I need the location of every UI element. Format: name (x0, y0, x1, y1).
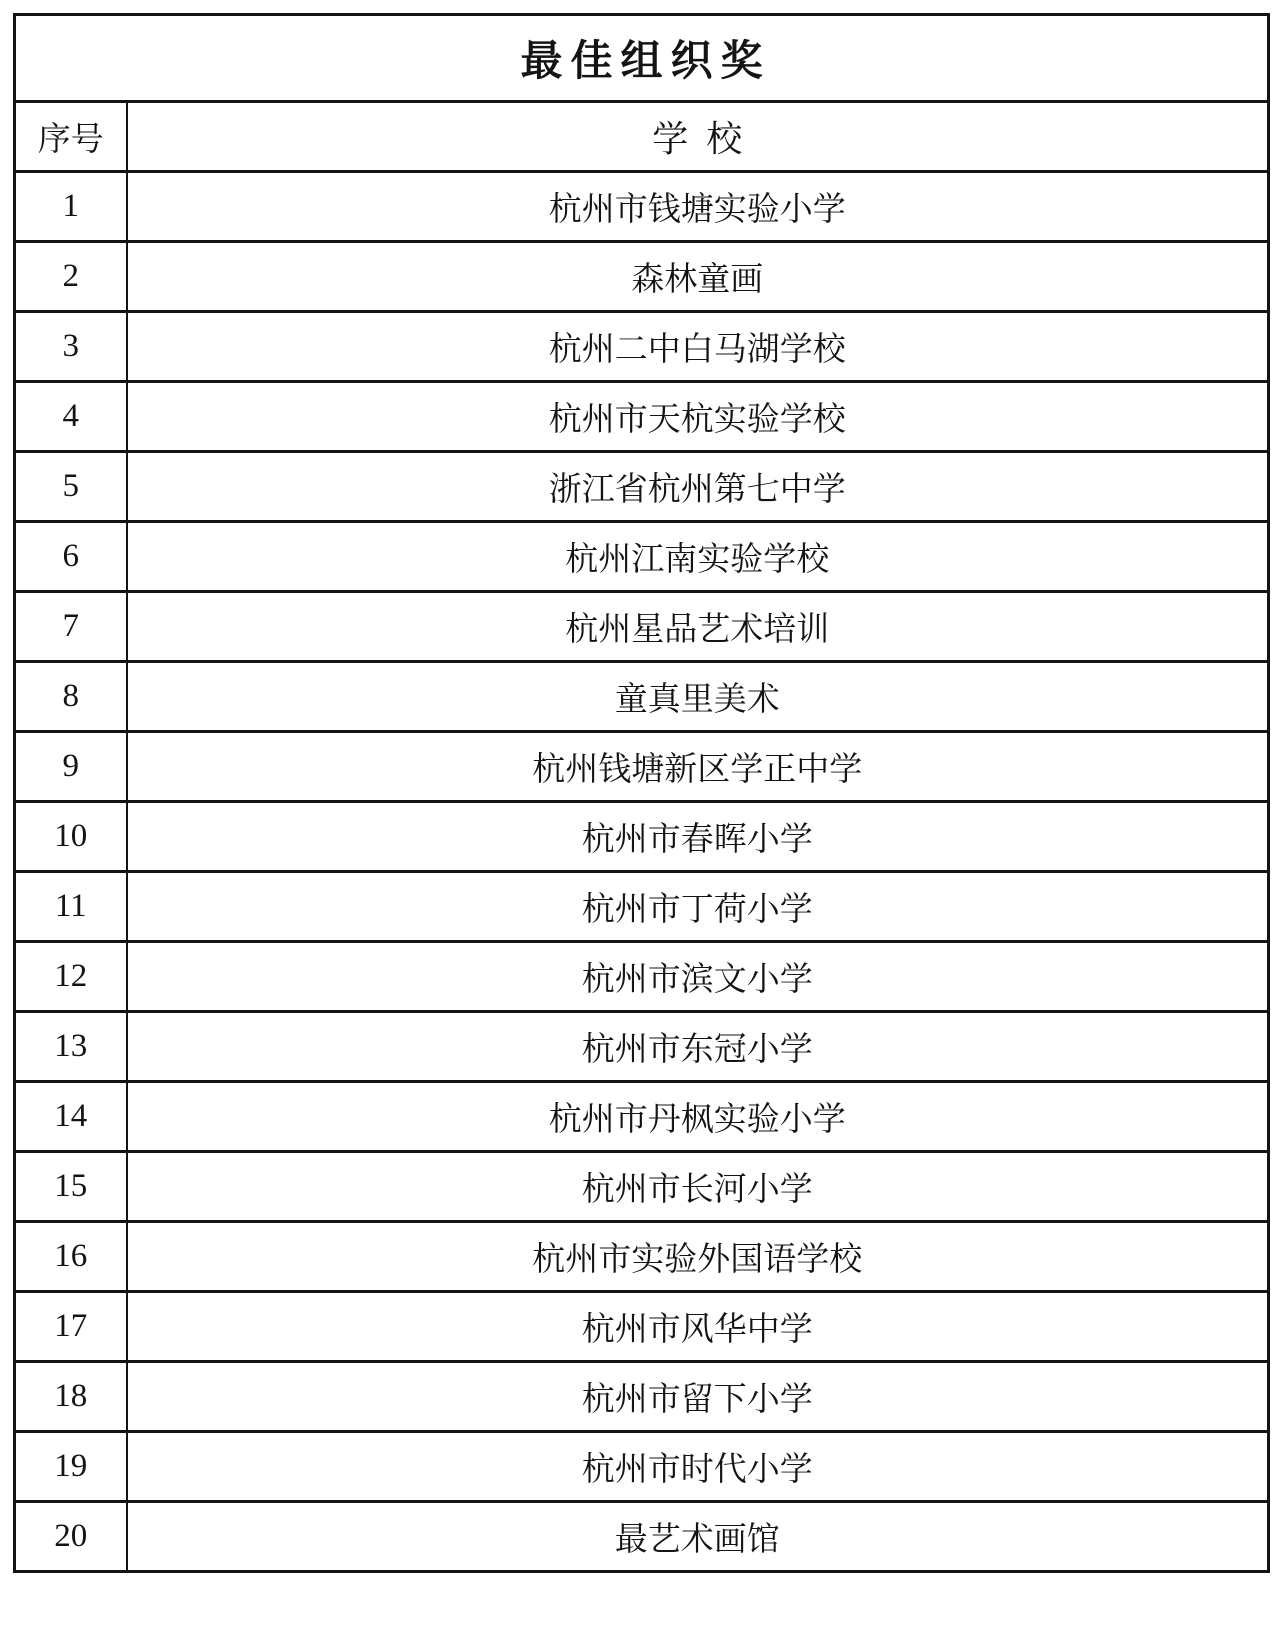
table-row (15, 1502, 1269, 1572)
table-row (15, 522, 1269, 592)
table-row (15, 872, 1269, 942)
school-name-cell: 杭州市天杭实验学校 (127, 382, 1269, 452)
table-row (15, 732, 1269, 802)
row-number-cell: 12 (15, 942, 127, 1012)
school-name-cell: 杭州市春晖小学 (127, 802, 1269, 872)
row-number-cell: 19 (15, 1432, 127, 1502)
row-number-cell: 15 (15, 1152, 127, 1222)
row-number-cell: 17 (15, 1292, 127, 1362)
row-number-cell: 9 (15, 732, 127, 802)
table-row (15, 662, 1269, 732)
header-row (15, 102, 1269, 172)
school-name-cell: 浙江省杭州第七中学 (127, 452, 1269, 522)
row-number-cell: 6 (15, 522, 127, 592)
table-title: 最佳组织奖 (15, 15, 1269, 102)
table-row (15, 942, 1269, 1012)
school-name-cell: 杭州市东冠小学 (127, 1012, 1269, 1082)
row-number-cell: 1 (15, 172, 127, 242)
school-name-cell: 森林童画 (127, 242, 1269, 312)
table-row (15, 242, 1269, 312)
row-number-cell: 14 (15, 1082, 127, 1152)
school-name-cell: 杭州钱塘新区学正中学 (127, 732, 1269, 802)
award-table (13, 13, 1270, 1573)
school-name-cell: 童真里美术 (127, 662, 1269, 732)
award-table-body (15, 15, 1269, 1572)
row-number-cell: 18 (15, 1362, 127, 1432)
school-name-cell: 杭州市长河小学 (127, 1152, 1269, 1222)
table-row (15, 1292, 1269, 1362)
table-row (15, 1432, 1269, 1502)
row-number-cell: 11 (15, 872, 127, 942)
school-name-cell: 杭州市时代小学 (127, 1432, 1269, 1502)
row-number-cell: 10 (15, 802, 127, 872)
table-row (15, 1082, 1269, 1152)
table-row (15, 1012, 1269, 1082)
row-number-cell: 13 (15, 1012, 127, 1082)
school-name-cell: 杭州市滨文小学 (127, 942, 1269, 1012)
row-number-cell: 7 (15, 592, 127, 662)
table-row (15, 452, 1269, 522)
table-row (15, 802, 1269, 872)
row-number-cell: 5 (15, 452, 127, 522)
school-name-cell: 杭州市丹枫实验小学 (127, 1082, 1269, 1152)
table-row (15, 382, 1269, 452)
row-number-cell: 16 (15, 1222, 127, 1292)
table-row (15, 1152, 1269, 1222)
row-number-cell: 8 (15, 662, 127, 732)
table-row (15, 172, 1269, 242)
school-name-cell: 杭州星品艺术培训 (127, 592, 1269, 662)
table-row (15, 1222, 1269, 1292)
school-name-cell: 杭州市实验外国语学校 (127, 1222, 1269, 1292)
school-name-cell: 杭州二中白马湖学校 (127, 312, 1269, 382)
school-name-cell: 杭州市钱塘实验小学 (127, 172, 1269, 242)
school-name-cell: 杭州市留下小学 (127, 1362, 1269, 1432)
row-number-cell: 4 (15, 382, 127, 452)
school-name-cell: 杭州江南实验学校 (127, 522, 1269, 592)
school-name-cell: 最艺术画馆 (127, 1502, 1269, 1572)
column-header-number: 序号 (15, 102, 127, 172)
row-number-cell: 2 (15, 242, 127, 312)
column-header-school: 学 校 (127, 102, 1269, 172)
table-row (15, 592, 1269, 662)
row-number-cell: 3 (15, 312, 127, 382)
row-number-cell: 20 (15, 1502, 127, 1572)
school-name-cell: 杭州市风华中学 (127, 1292, 1269, 1362)
table-row (15, 312, 1269, 382)
school-name-cell: 杭州市丁荷小学 (127, 872, 1269, 942)
table-row (15, 1362, 1269, 1432)
title-row (15, 15, 1269, 102)
